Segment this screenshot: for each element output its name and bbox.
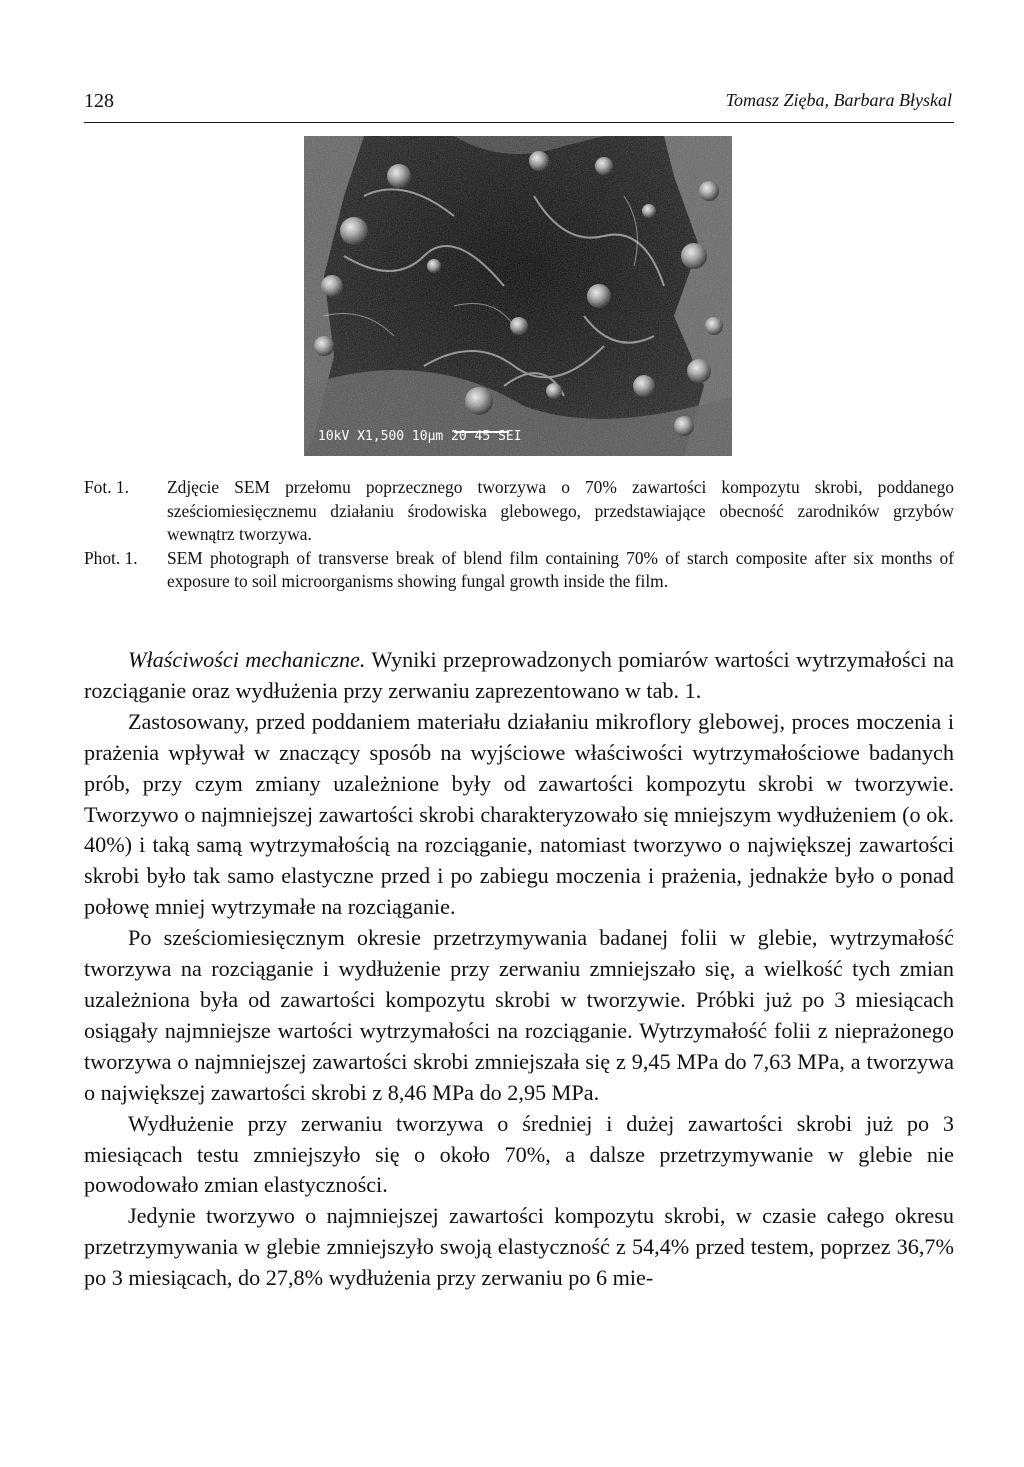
paragraph-1 [84, 645, 954, 707]
paragraph-5: Jedynie tworzywo o najmniejszej zawartości kompozytu skrobi, w czasie całego okresu przetrzymywania w glebie zmniejszyło swoją elastyczność z 54,4% przed testem, poprzez 36,7% po 3 miesiącach, do 27,8% wydłużenia przy zerwaniu po 6 mie- [84, 1203, 954, 1291]
paragraph-4: Wydłużenie przy zerwaniu tworzywa o średniej i dużej zawartości skrobi już po 3 miesiącach testu zmniejszyło się o około 70%, a dalsze przetrzymywanie w glebie nie powodowało zmian elastyczności. [84, 1110, 954, 1198]
caption-polish [84, 476, 954, 547]
section-heading: Właściwości mechaniczne. [128, 647, 366, 672]
body-text [84, 645, 954, 1294]
micrograph-label: 10kV X1,500 10µm 20 45 SEI [318, 429, 522, 444]
paragraph-2: Zastosowany, przed poddaniem materiału działaniu mikroflory glebowej, proces moczenia i prażenia wpływał w znaczący sposób na wyjściowe właściwości wytrzymałościowe badanych prób, przy czym zmiany uzależnione były od zawartości kompozytu skrobi w tworzywie. Tworzywo o najmniejszej zawartości skrobi charakteryzowało się mniejszym wydłużeniem (o ok. 40%) i taką samą wytrzymałością na rozciąganie, natomiast tworzywo o największej zawartości skrobi było tak samo elastyczne przed i po zabiegu moczenia i prażenia, jednakże było o ponad połowę mniej wytrzymałe na rozciąganie. [84, 708, 954, 920]
caption-english-text: SEM photograph of transverse break of blend film containing 70% of starch composite after six months of exposure to soil microorganisms showing fungal growth inside the film. [167, 547, 954, 591]
paragraph-3: Po sześciomiesięcznym okresie przetrzymywania badanej folii w glebie, wytrzymałość tworzywa na rozciąganie i wydłużenie przy zerwaniu zmniejszało się, a wielkość tych zmian uzależniona była od zawartości kompozytu skrobi w tworzywie. Próbki już po 3 miesiącach osiągały najmniejsze wartości wytrzymałości na rozciąganie. Wytrzymałość folii z nieprażonego tworzywa o najmniejszej zawartości skrobi zmniejszała się z 9,45 MPa do 7,63 MPa, a tworzywa o największej zawartości skrobi z 8,46 MPa do 2,95 MPa. [84, 925, 954, 1105]
sem-micrograph [304, 136, 732, 456]
page-header [84, 88, 954, 123]
paragraph-1-text: Wyniki przeprowadzonych pomiarów wartości wytrzymałości na rozciąganie oraz wydłużenia przy zerwaniu zaprezentowano w tab. 1. [84, 647, 954, 703]
caption-english [84, 547, 954, 594]
running-head-authors: Tomasz Zięba, Barbara Błyskal [725, 90, 952, 110]
caption-english-label: Phot. 1. [84, 547, 138, 568]
page-number: 128 [84, 90, 114, 112]
caption-polish-label: Fot. 1. [84, 477, 129, 497]
caption-polish-text: Zdjęcie SEM przełomu poprzecznego tworzywa o 70% zawartości kompozytu skrobi, poddanego sześciomiesięcznemu działaniu środowiska glebowego, przedstawiające obecność zarodników grzybów wewnątrz tworzywa. [167, 477, 954, 544]
sem-micrograph-image [304, 136, 732, 456]
figure-captions [84, 476, 954, 594]
